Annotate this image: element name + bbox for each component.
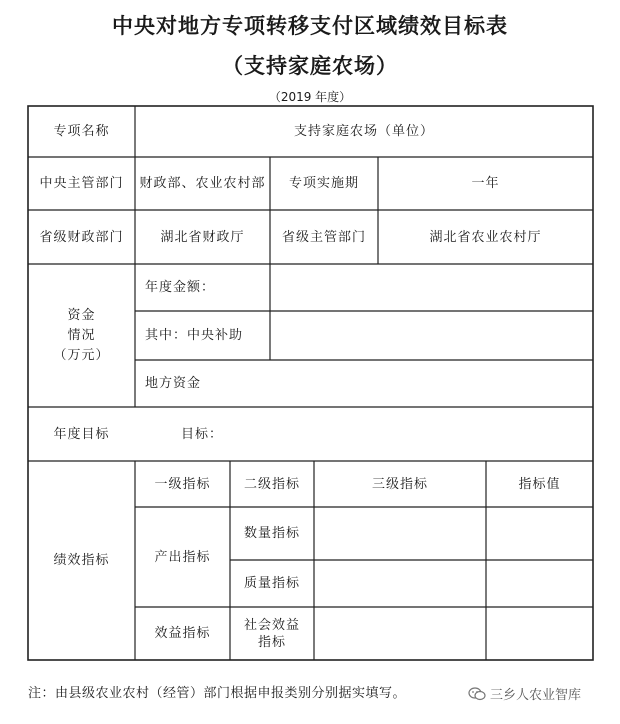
header-level3: 三级指标 <box>371 476 428 492</box>
provincial-finance-value: 湖北省财政厅 <box>160 229 245 245</box>
central-dept-value: 财政部、农业农村部 <box>139 176 266 191</box>
footnote: 注：由县级农业农村（经管）部门根据申报类别分别据实填写。 <box>28 686 407 701</box>
annual-goal-value: 目标： <box>181 426 224 442</box>
header-value: 指标值 <box>518 476 561 492</box>
implementation-period-label: 专项实施期 <box>288 176 359 191</box>
local-funds-label: 地方资金 <box>145 376 202 391</box>
year-label: （2019 年度） <box>268 90 352 104</box>
social-benefit-label: 社会效益 指标 <box>243 617 300 650</box>
performance-label: 绩效指标 <box>53 553 110 568</box>
quantity-indicator-label: 数量指标 <box>243 526 300 541</box>
provincial-dept-label: 省级主管部门 <box>281 229 366 245</box>
watermark <box>468 684 581 703</box>
provincial-finance-label: 省级财政部门 <box>39 229 124 245</box>
quality-indicator-label: 质量指标 <box>243 576 300 591</box>
central-subsidy-label: 其中：中央补助 <box>145 328 244 343</box>
output-indicator-label: 产出指标 <box>154 549 211 565</box>
provincial-dept-value: 湖北省农业农村厅 <box>429 229 542 245</box>
central-subsidy-value[interactable] <box>270 311 593 360</box>
header-level2: 二级指标 <box>243 476 300 492</box>
document-title: 中央对地方专项转移支付区域绩效目标表 <box>112 13 508 38</box>
annual-goal-label: 年度目标 <box>53 426 110 442</box>
project-name-value: 支持家庭农场（单位） <box>293 124 434 139</box>
watermark-text: 三乡人农业智库 <box>490 688 582 703</box>
central-dept-label: 中央主管部门 <box>39 176 124 191</box>
header-level1: 一级指标 <box>154 476 211 492</box>
annual-amount-label: 年度金额： <box>145 280 216 295</box>
project-name-label: 专项名称 <box>53 124 110 139</box>
annual-amount-value[interactable] <box>270 264 593 311</box>
benefit-indicator-label: 效益指标 <box>154 626 211 641</box>
document-subtitle: （支持家庭农场） <box>222 53 398 78</box>
wechat-icon <box>468 687 486 701</box>
funds-label: 资金 情况 （万元） <box>53 307 110 363</box>
implementation-period-value: 一年 <box>471 176 500 191</box>
